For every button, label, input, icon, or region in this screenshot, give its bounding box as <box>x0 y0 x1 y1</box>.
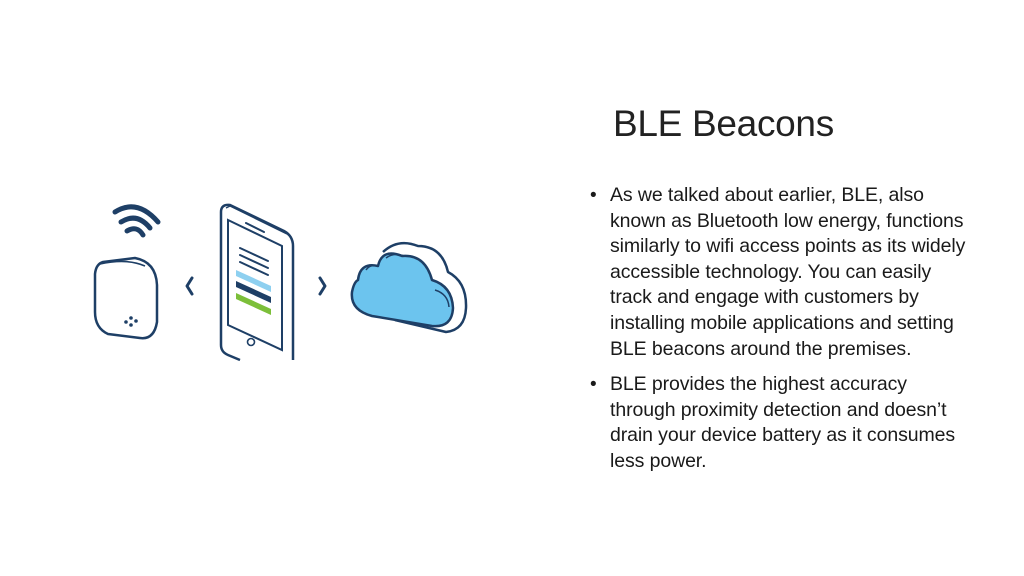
bullet-marker: • <box>590 185 597 206</box>
bullet-item <box>590 183 970 362</box>
slide-title: BLE Beacons <box>613 103 834 144</box>
ble-beacon-icon <box>95 258 157 338</box>
ble-illustration <box>85 195 480 365</box>
wifi-signal-icon <box>115 207 158 235</box>
bullet-marker: • <box>590 374 597 396</box>
bullet-text: BLE provides the highest accuracy through proximity detection and doesn’t drain your device battery as it consumes less power. <box>610 373 956 472</box>
cloud-icon <box>352 243 466 332</box>
chevron-right-icon <box>320 278 325 294</box>
bullet-list <box>590 183 970 485</box>
bullet-text: As we talked about earlier, BLE, also known as Bluetooth low energy, functions similarly to wifi access points as its widely accessible technology. You can easily track and engage with customers by installing mobile applications and setting BLE beacons around the premises. <box>610 184 966 360</box>
chevron-left-icon <box>187 278 192 294</box>
smartphone-icon <box>221 205 293 360</box>
bullet-item <box>590 372 970 474</box>
